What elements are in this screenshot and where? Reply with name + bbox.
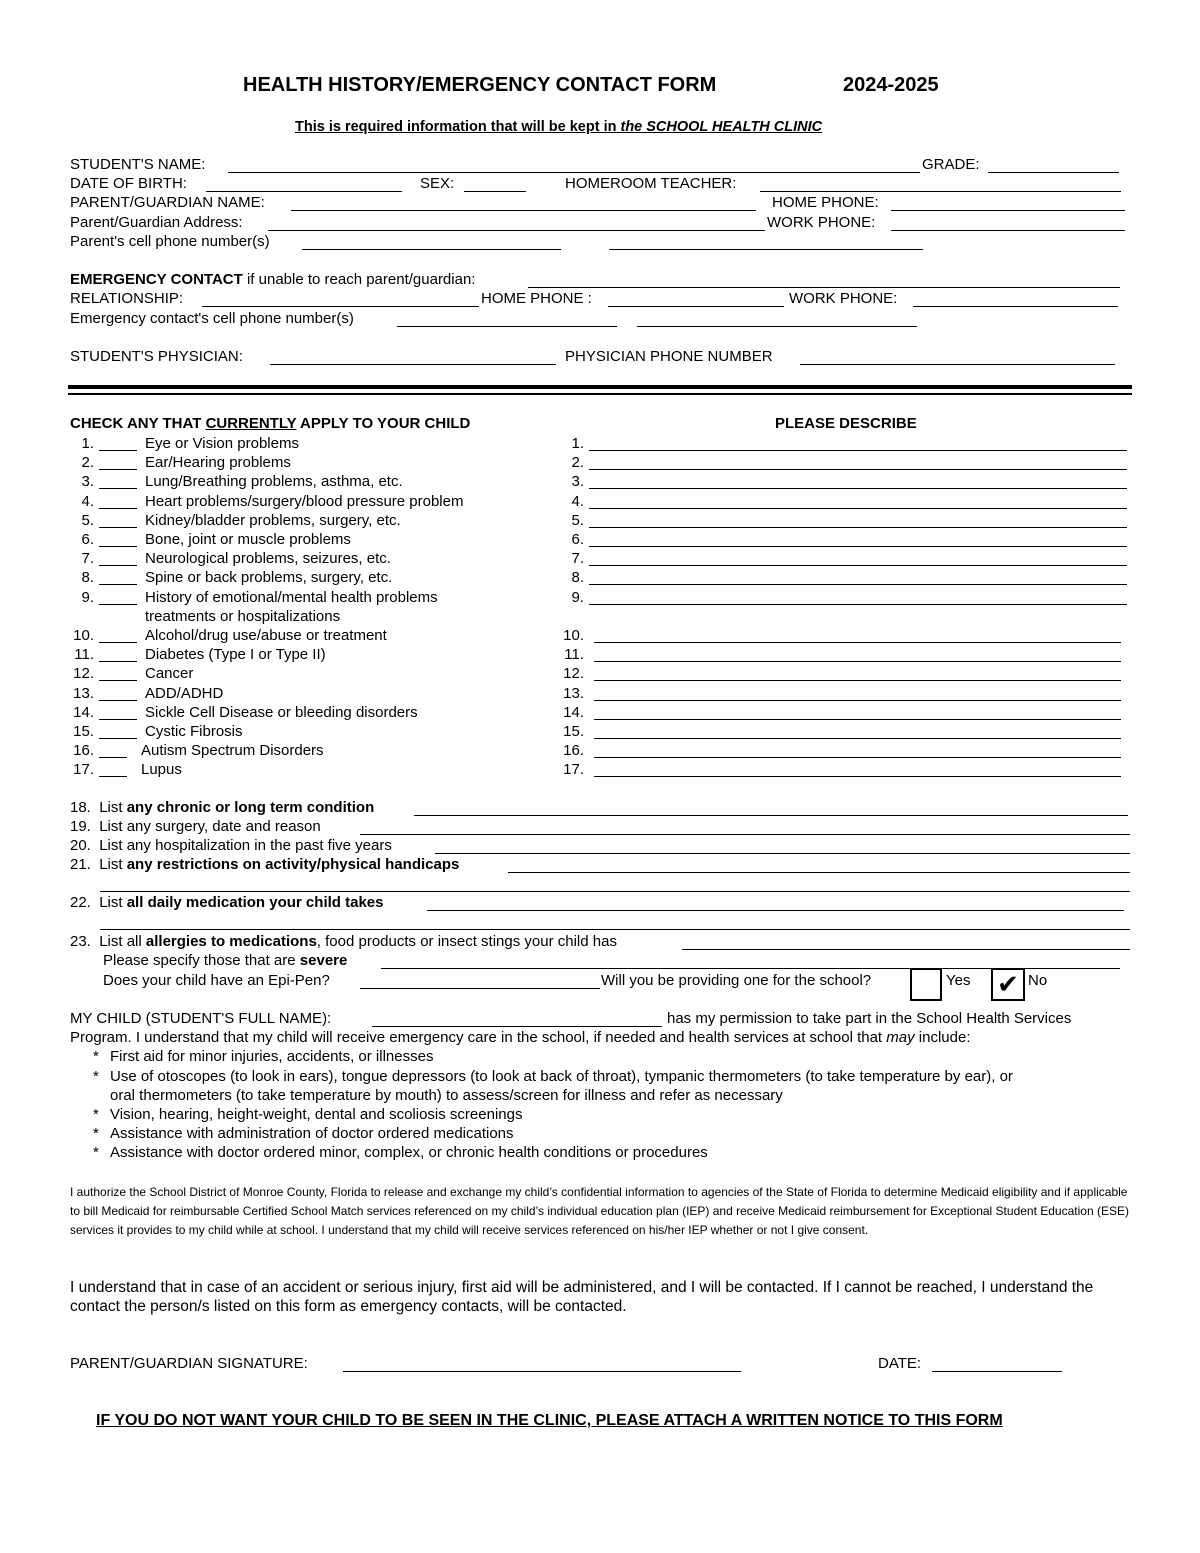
grade-label: GRADE: [922, 156, 980, 173]
describe-number: 2. [571, 454, 584, 472]
epipen-label: Does your child have an Epi-Pen? [103, 972, 330, 989]
condition-check-blank[interactable] [99, 700, 137, 701]
bullet-item: oral thermometers (to take temperature by mouth) to assess/screen for illness and refer as necessary [110, 1087, 783, 1104]
describe-number: 17. [563, 761, 584, 779]
no-label: No [1028, 972, 1048, 989]
guardian-name-field[interactable] [291, 210, 756, 211]
condition-check-blank[interactable] [99, 738, 137, 739]
describe-field[interactable] [589, 584, 1127, 585]
condition-check-blank[interactable] [99, 680, 137, 681]
describe-number: 3. [571, 473, 584, 491]
condition-number: 15. [73, 723, 94, 740]
condition-label: Cystic Fibrosis [145, 723, 243, 740]
guardian-name-label: PARENT/GUARDIAN NAME: [70, 194, 265, 211]
condition-number: 1. [81, 435, 94, 452]
sex-field[interactable] [464, 191, 526, 192]
describe-field[interactable] [594, 757, 1121, 758]
condition-label: Lung/Breathing problems, asthma, etc. [145, 473, 403, 491]
condition-check-blank[interactable] [99, 776, 127, 777]
condition-label: Kidney/bladder problems, surgery, etc. [145, 511, 401, 529]
condition-number: 17. [73, 761, 94, 779]
describe-number: 16. [563, 742, 584, 760]
condition-check-blank[interactable] [99, 546, 137, 547]
bullet-marker: * [93, 1106, 99, 1123]
condition-label: Lupus [141, 761, 182, 779]
describe-field[interactable] [589, 604, 1127, 605]
q23-text: 23. List all allergies to medications, food products or insect stings your child has [70, 933, 617, 950]
condition-number: 3. [81, 473, 94, 491]
condition-label: Ear/Hearing problems [145, 454, 291, 472]
bullet-item: Assistance with doctor ordered minor, complex, or chronic health conditions or procedures [110, 1144, 708, 1161]
yes-checkbox[interactable] [910, 968, 942, 1001]
q18-field[interactable] [414, 815, 1128, 816]
describe-number: 12. [563, 665, 584, 683]
condition-number: 13. [73, 684, 94, 702]
condition-check-blank[interactable] [99, 719, 137, 720]
describe-number: 10. [563, 627, 584, 644]
condition-number: 16. [73, 742, 94, 760]
condition-label: Autism Spectrum Disorders [141, 742, 324, 760]
describe-field[interactable] [589, 527, 1127, 528]
condition-number: 9. [81, 588, 94, 606]
bullet-marker: * [93, 1144, 99, 1161]
q19-field[interactable] [360, 834, 1130, 835]
condition-check-blank[interactable] [99, 469, 137, 470]
q21-field[interactable] [508, 872, 1130, 873]
home-phone-label: HOME PHONE: [772, 194, 879, 211]
bullet-item: Vision, hearing, height-weight, dental and scoliosis screenings [110, 1106, 523, 1123]
emergency-home-phone-field[interactable] [608, 306, 784, 307]
condition-check-blank[interactable] [99, 565, 137, 566]
describe-number: 7. [571, 550, 584, 568]
student-name-label: STUDENT'S NAME: [70, 156, 206, 173]
bullet-marker: * [93, 1068, 99, 1085]
condition-label: Sickle Cell Disease or bleeding disorders [145, 703, 418, 721]
condition-number: 7. [81, 550, 94, 568]
condition-check-blank[interactable] [99, 488, 137, 489]
condition-check-blank[interactable] [99, 661, 137, 662]
physician-label: STUDENT'S PHYSICIAN: [70, 348, 243, 365]
describe-number: 13. [563, 684, 584, 702]
condition-label: History of emotional/mental health problems [145, 588, 438, 606]
describe-number: 5. [571, 511, 584, 529]
physician-field[interactable] [270, 364, 556, 365]
child-full-name-label: MY CHILD (STUDENT'S FULL NAME): [70, 1010, 332, 1027]
emergency-cell-field-1[interactable] [397, 326, 617, 327]
describe-number: 6. [571, 531, 584, 548]
dob-field[interactable] [206, 191, 402, 192]
parent-cell-field-1[interactable] [302, 249, 561, 250]
work-phone-field[interactable] [891, 230, 1125, 231]
describe-field[interactable] [589, 508, 1127, 509]
condition-check-blank[interactable] [99, 508, 137, 509]
dob-label: DATE OF BIRTH: [70, 175, 187, 192]
permission-text: has my permission to take part in the School Health Services [667, 1010, 1072, 1027]
emergency-contact-field[interactable] [528, 287, 1120, 288]
describe-field[interactable] [594, 700, 1121, 701]
yes-label: Yes [946, 972, 971, 989]
student-name-field[interactable] [228, 172, 920, 173]
describe-field[interactable] [594, 642, 1121, 643]
q20-field[interactable] [435, 853, 1130, 854]
describe-field[interactable] [594, 719, 1121, 720]
q22-text: 22. List all daily medication your child takes [70, 894, 384, 911]
condition-number: 8. [81, 569, 94, 587]
check-mark-icon: ✔ [997, 969, 1019, 999]
condition-check-blank[interactable] [99, 527, 137, 528]
child-full-name-field[interactable] [372, 1026, 662, 1027]
address-field[interactable] [268, 230, 765, 231]
condition-number: 11. [74, 646, 94, 664]
provide-label: Will you be providing one for the school? [601, 972, 872, 989]
relationship-label: RELATIONSHIP: [70, 290, 184, 307]
address-label: Parent/Guardian Address: [70, 214, 243, 231]
describe-number: 4. [571, 492, 584, 510]
condition-number: 6. [81, 531, 94, 548]
condition-check-blank[interactable] [99, 642, 137, 643]
q20-text: 20. List any hospitalization in the past five years [70, 837, 392, 854]
form-subtitle: This is required information that will be kept in the SCHOOL HEALTH CLINIC [295, 119, 823, 135]
condition-number: 5. [81, 511, 94, 529]
condition-number: 12. [73, 665, 94, 683]
parent-cell-field-2[interactable] [609, 249, 923, 250]
severe-text: Please specify those that are severe [103, 952, 348, 969]
bullet-marker: * [93, 1125, 99, 1142]
school-year: 2024-2025 [843, 74, 939, 96]
divider-thin [68, 393, 1132, 395]
describe-number: 1. [571, 435, 584, 452]
parent-cell-label: Parent's cell phone number(s) [70, 233, 270, 250]
sex-label: SEX: [420, 175, 455, 192]
condition-label: Cancer [145, 665, 194, 683]
date-field[interactable] [932, 1371, 1062, 1372]
bullet-item: Assistance with administration of doctor ordered medications [110, 1125, 514, 1142]
emergency-work-phone-field[interactable] [913, 306, 1118, 307]
medicaid-paragraph: I authorize the School District of Monroe County, Florida to release and exchange my child’s confidential information to agencies of the State of Florida to determine Medicaid eligibility and if applicable to bill Medicaid for reimbursable Certified School Match services referenced on my child’s individual education plan (IEP) and receive Medicaid reimbursement for Exceptional Student Education (ESE) services it provides to my child while at school. I understand that my child will receive services referenced on his/her IEP whether or not I give consent. [70, 1185, 1129, 1237]
bullet-marker: * [93, 1048, 99, 1065]
physician-phone-field[interactable] [800, 364, 1115, 365]
condition-label: Spine or back problems, surgery, etc. [145, 569, 393, 587]
condition-label: Heart problems/surgery/blood pressure problem [145, 492, 464, 510]
q21-text: 21. List any restrictions on activity/physical handicaps [70, 856, 460, 873]
condition-check-blank[interactable] [99, 604, 137, 605]
condition-number: 2. [81, 454, 94, 472]
physician-phone-label: PHYSICIAN PHONE NUMBER [565, 348, 773, 365]
condition-label: Bone, joint or muscle problems [145, 531, 351, 548]
emergency-contact-label: EMERGENCY CONTACT if unable to reach parent/guardian: [70, 271, 476, 288]
form-title: HEALTH HISTORY/EMERGENCY CONTACT FORM [243, 74, 717, 96]
conditions-heading: CHECK ANY THAT CURRENTLY APPLY TO YOUR CHILD [70, 415, 471, 432]
condition-label: treatments or hospitalizations [145, 607, 341, 625]
accident-paragraph: I understand that in case of an accident or serious injury, first aid will be administered, and I will be contacted. If I cannot be reached, I understand the contact the person/s listed on this form as emergency contacts, will be contacted. [70, 1279, 1094, 1315]
signature-field[interactable] [343, 1371, 741, 1372]
describe-field[interactable] [589, 546, 1127, 547]
signature-label: PARENT/GUARDIAN SIGNATURE: [70, 1355, 308, 1372]
condition-check-blank[interactable] [99, 450, 137, 451]
describe-heading: PLEASE DESCRIBE [775, 415, 917, 432]
emergency-work-phone-label: WORK PHONE: [789, 290, 898, 307]
condition-number: 14. [73, 703, 94, 721]
describe-field[interactable] [589, 488, 1127, 489]
teacher-label: HOMEROOM TEACHER: [565, 175, 737, 192]
describe-field[interactable] [589, 565, 1127, 566]
emergency-cell-label: Emergency contact's cell phone number(s) [70, 310, 354, 327]
grade-field[interactable] [988, 172, 1119, 173]
condition-check-blank[interactable] [99, 584, 137, 585]
teacher-field[interactable] [760, 191, 1121, 192]
describe-number: 15. [563, 723, 584, 740]
no-checkbox[interactable] [991, 968, 1025, 1001]
describe-number: 14. [563, 703, 584, 721]
home-phone-field[interactable] [891, 210, 1125, 211]
q18-text: 18. List any chronic or long term condition [70, 799, 375, 816]
condition-label: Alcohol/drug use/abuse or treatment [145, 627, 387, 644]
condition-label: Diabetes (Type I or Type II) [145, 646, 326, 664]
bullet-item: First aid for minor injuries, accidents, or illnesses [110, 1048, 434, 1065]
describe-number: 8. [571, 569, 584, 587]
condition-number: 10. [73, 627, 94, 644]
condition-label: Eye or Vision problems [145, 435, 299, 452]
emergency-cell-field-2[interactable] [637, 326, 917, 327]
describe-number: 9. [571, 588, 584, 606]
describe-field[interactable] [594, 661, 1121, 662]
emergency-home-phone-label: HOME PHONE : [481, 290, 592, 307]
footer-notice: IF YOU DO NOT WANT YOUR CHILD TO BE SEEN IN THE CLINIC, PLEASE ATTACH A WRITTEN NOTICE TO THIS FORM [96, 1412, 1003, 1429]
condition-label: Neurological problems, seizures, etc. [145, 550, 391, 568]
describe-field[interactable] [594, 680, 1121, 681]
relationship-field[interactable] [202, 306, 479, 307]
q23-field[interactable] [682, 949, 1130, 950]
condition-label: ADD/ADHD [145, 684, 224, 702]
divider-thick [68, 385, 1132, 389]
condition-check-blank[interactable] [99, 757, 127, 758]
describe-field[interactable] [589, 469, 1127, 470]
q19-text: 19. List any surgery, date and reason [70, 818, 321, 835]
q22-field[interactable] [427, 910, 1124, 911]
bullet-item: Use of otoscopes (to look in ears), tongue depressors (to look at back of throat), tympanic thermometers (to take temperature by ear), or [110, 1068, 1013, 1085]
describe-number: 11. [564, 646, 584, 664]
describe-field[interactable] [589, 450, 1127, 451]
q22-field-2[interactable] [100, 929, 1130, 930]
describe-field[interactable] [594, 738, 1121, 739]
epipen-field[interactable] [360, 988, 600, 989]
describe-field[interactable] [594, 776, 1121, 777]
program-text: Program. I understand that my child will receive emergency care in the school, if needed and health services at school that may include: [70, 1029, 971, 1046]
work-phone-label: WORK PHONE: [767, 214, 876, 231]
condition-number: 4. [81, 492, 94, 510]
q21-field-2[interactable] [100, 891, 1130, 892]
date-label: DATE: [878, 1355, 922, 1372]
